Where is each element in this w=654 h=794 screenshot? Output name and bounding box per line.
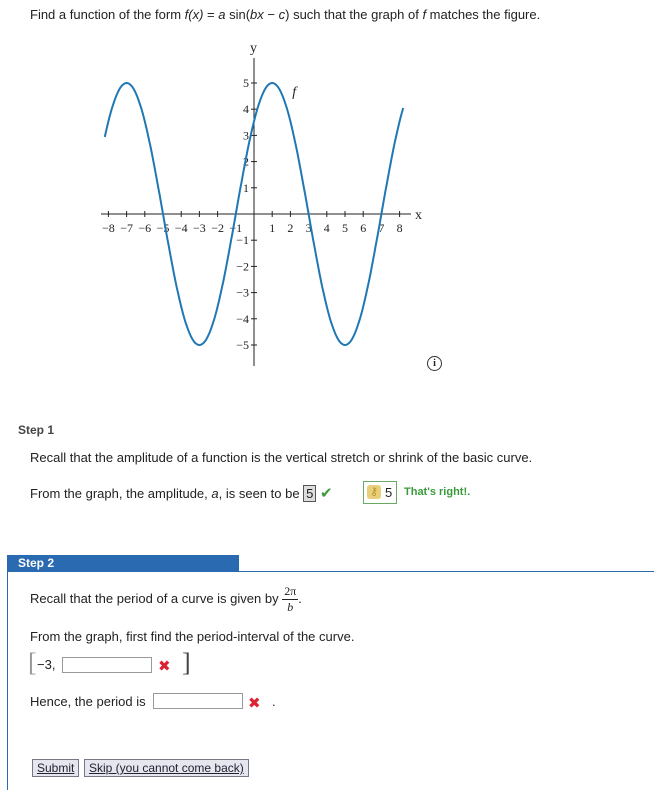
interval-close: ] bbox=[182, 648, 191, 677]
x-tick-label: 7 bbox=[378, 221, 385, 235]
step1-answer-row bbox=[30, 484, 333, 502]
problem-a: a bbox=[218, 7, 226, 22]
interval-end-input[interactable] bbox=[62, 657, 152, 673]
problem-minus: − bbox=[263, 7, 279, 22]
graph-axes bbox=[101, 58, 411, 366]
y-tick-label: −1 bbox=[236, 233, 249, 248]
problem-statement bbox=[30, 7, 540, 22]
y-axis-label: y bbox=[250, 41, 257, 56]
y-tick-label: −5 bbox=[236, 338, 249, 352]
key-icon: ⚷ bbox=[367, 485, 381, 499]
x-tick-label: 8 bbox=[396, 221, 403, 235]
info-icon[interactable]: i bbox=[427, 356, 442, 371]
feedback-text: That's right!. bbox=[404, 486, 471, 498]
problem-suffix1: such that the graph of bbox=[289, 7, 423, 22]
interval-text: From the graph, first find the period-interval of the curve. bbox=[30, 629, 355, 644]
x-tick-label: −5 bbox=[156, 221, 170, 235]
problem-sin: sin( bbox=[225, 7, 251, 22]
problem-suffix2: matches the figure. bbox=[426, 7, 541, 22]
y-tick-label: 5 bbox=[243, 76, 249, 90]
interval-start: −3, bbox=[37, 657, 56, 672]
y-tick-label: 2 bbox=[243, 154, 249, 169]
interval-wrong-icon: ✖ bbox=[158, 658, 171, 675]
x-axis-label: x bbox=[415, 208, 422, 223]
y-tick-label: −4 bbox=[236, 311, 249, 326]
x-tick-label: 6 bbox=[360, 221, 367, 235]
problem-close: ) bbox=[285, 7, 290, 22]
problem-text: Find a function of the form bbox=[30, 7, 185, 22]
x-tick-label: −6 bbox=[138, 221, 152, 235]
x-tick-label: 4 bbox=[323, 221, 330, 235]
x-tick-label: 3 bbox=[305, 221, 312, 235]
answer-key-box[interactable] bbox=[363, 481, 397, 504]
interval-open: [ bbox=[28, 648, 37, 677]
x-tick-label: −8 bbox=[102, 221, 115, 235]
step2-title: Step 2 bbox=[7, 555, 239, 572]
period-label: Hence, the period is bbox=[30, 694, 146, 709]
x-tick-label: −2 bbox=[211, 221, 224, 235]
x-tick-label: 1 bbox=[269, 221, 276, 235]
x-tick-label: 2 bbox=[287, 221, 294, 235]
submit-button[interactable]: Submit bbox=[32, 759, 79, 777]
problem-f: f bbox=[422, 7, 427, 22]
y-tick-label: 1 bbox=[243, 180, 249, 195]
period-formula-row bbox=[30, 584, 302, 615]
sine-graph bbox=[95, 38, 435, 373]
problem-fx: f(x) bbox=[184, 7, 204, 22]
period-text: Recall that the period of a curve is given by bbox=[30, 590, 283, 606]
problem-bx: bx bbox=[250, 7, 264, 22]
period-wrong-icon: ✖ bbox=[248, 695, 261, 712]
answer-prefix: From the graph, the amplitude, bbox=[30, 486, 212, 501]
y-tick-label: 3 bbox=[243, 128, 249, 143]
curve-label: f bbox=[292, 85, 297, 101]
x-tick-label: −3 bbox=[193, 221, 206, 235]
key-value: 5 bbox=[385, 485, 393, 500]
period-input[interactable] bbox=[153, 693, 243, 709]
problem-eq: = bbox=[203, 7, 219, 22]
problem-c: c bbox=[278, 7, 286, 22]
x-tick-label: 5 bbox=[342, 221, 348, 235]
x-tick-label: −1 bbox=[229, 221, 243, 235]
step1-text: Recall that the amplitude of a function is the vertical stretch or shrink of the basic curve. bbox=[30, 450, 533, 465]
period-after: . bbox=[272, 694, 276, 709]
check-icon: ✔ bbox=[320, 485, 333, 502]
y-tick-label: −2 bbox=[236, 259, 249, 274]
x-tick-label: −7 bbox=[120, 221, 133, 235]
frac-after: . bbox=[298, 590, 302, 606]
skip-button[interactable]: Skip (you cannot come back) bbox=[84, 759, 249, 777]
y-tick-label: −3 bbox=[236, 285, 249, 300]
period-fraction bbox=[282, 584, 298, 615]
y-tick-label: 4 bbox=[243, 102, 249, 117]
frac-num: 2π bbox=[284, 584, 297, 598]
answer-mid: , is seen to be bbox=[218, 486, 304, 501]
step1-title: Step 1 bbox=[18, 423, 55, 437]
answer-var: a bbox=[211, 486, 219, 501]
x-tick-label: −4 bbox=[174, 221, 188, 235]
amplitude-answer: 5 bbox=[303, 485, 316, 502]
frac-den: b bbox=[287, 600, 294, 614]
